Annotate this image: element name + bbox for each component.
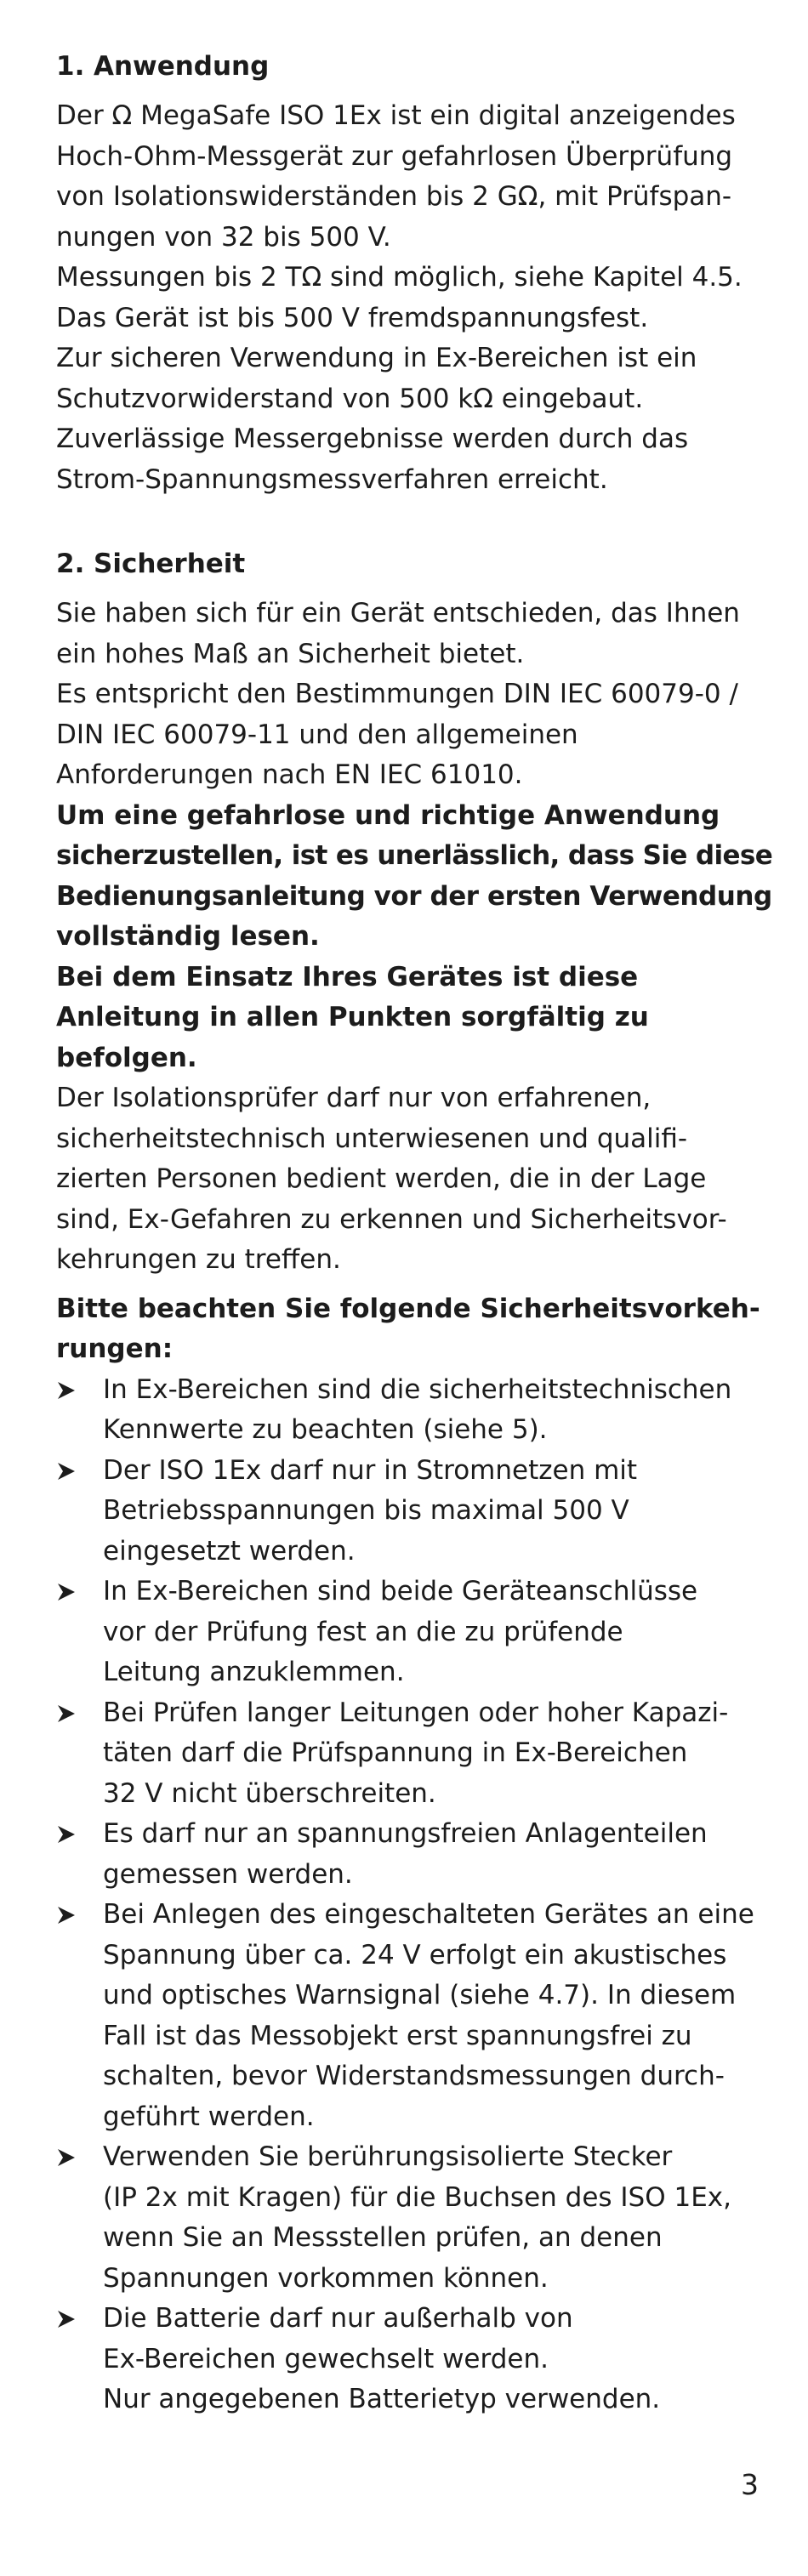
text-line: In Ex-Bereichen sind die sicherheitstechnischen xyxy=(103,1373,732,1405)
text-line: sind, Ex-Gefahren zu erkennen und Sicherheitsvor- xyxy=(56,1203,727,1235)
text-line: Leitung anzuklemmen. xyxy=(103,1657,405,1687)
text-line: und optisches Warnsignal (siehe 4.7). In diesem xyxy=(103,1980,737,2010)
text-line: Spannung über ca. 24 V erfolgt ein akustisches xyxy=(103,1939,727,1970)
text-line: ein hohes Maß an Sicherheit bietet. xyxy=(56,638,525,669)
text-line: Ex-Bereichen gewechselt werden. xyxy=(103,2343,549,2374)
text-line: von Isolationswiderständen bis 2 GΩ, mit Prüfspan- xyxy=(56,181,732,212)
text-line: Bei Prüfen langer Leitungen oder hoher Kapazi- xyxy=(103,1697,729,1728)
list-item xyxy=(56,1572,772,1693)
personnel-paragraph xyxy=(56,1078,772,1281)
text-line: Um eine gefahrlose und richtige Anwendung xyxy=(56,799,720,831)
text-line: In Ex-Bereichen sind beide Geräteanschlüsse xyxy=(103,1576,698,1606)
text-line: rungen: xyxy=(56,1333,174,1364)
arrowhead-bullet-icon xyxy=(56,2309,77,2329)
text-line: Der Ω MegaSafe ISO 1Ex ist ein digital anzeigendes xyxy=(56,100,736,131)
arrowhead-bullet-icon xyxy=(56,1380,77,1401)
list-item xyxy=(56,1895,772,2137)
arrowhead-bullet-icon xyxy=(56,1703,77,1724)
text-line: vollständig lesen. xyxy=(56,921,320,952)
text-line: Kennwerte zu beachten (siehe 5). xyxy=(103,1414,548,1445)
text-line: (IP 2x mit Kragen) für die Buchsen des ISO 1Ex, xyxy=(103,2181,731,2213)
text-line: Der ISO 1Ex darf nur in Stromnetzen mit xyxy=(103,1454,638,1486)
document-page xyxy=(56,51,772,2420)
list-item xyxy=(56,1693,772,1815)
intro-paragraph xyxy=(56,594,772,796)
text-line: vor der Prüfung fest an die zu prüfende xyxy=(103,1616,623,1647)
text-line: Hoch-Ohm-Messgerät zur gefahrlosen Überprüfung xyxy=(56,140,733,172)
text-line: geführt werden. xyxy=(103,2101,315,2132)
text-line: Es darf nur an spannungsfreien Anlagenteilen xyxy=(103,1818,708,1849)
text-line: Bei dem Einsatz Ihres Gerätes ist diese xyxy=(56,961,639,992)
text-line: Zur sicheren Verwendung in Ex-Bereichen ist ein xyxy=(56,343,697,373)
text-line: gemessen werden. xyxy=(103,1858,353,1890)
text-line: sicherzustellen, ist es unerlässlich, dass Sie diese xyxy=(56,840,773,871)
section-number: 1. xyxy=(56,51,85,82)
text-line: Strom-Spannungsmessverfahren erreicht. xyxy=(56,463,608,495)
section-heading-sicherheit xyxy=(56,549,772,579)
text-line: zierten Personen bedient werden, die in der Lage xyxy=(56,1163,707,1194)
text-line: Bitte beachten Sie folgende Sicherheitsvorkeh- xyxy=(56,1293,760,1324)
text-line: Anleitung in allen Punkten sorgfältig zu xyxy=(56,1002,649,1032)
text-line: Fall ist das Messobjekt erst spannungsfrei zu xyxy=(103,2020,692,2051)
warning-paragraph xyxy=(56,796,772,1079)
arrowhead-bullet-icon xyxy=(56,1461,77,1481)
text-line: Die Batterie darf nur außerhalb von xyxy=(103,2303,573,2334)
text-line: Anforderungen nach EN IEC 61010. xyxy=(56,759,523,790)
arrowhead-bullet-icon xyxy=(56,1824,77,1845)
text-line: nungen von 32 bis 500 V. xyxy=(56,221,391,253)
text-line: Bei Anlegen des eingeschalteten Gerätes an eine xyxy=(103,1899,754,1930)
text-line: kehrungen zu treffen. xyxy=(56,1244,341,1275)
text-line: Verwenden Sie berührungsisolierte Stecker xyxy=(103,2141,673,2172)
text-line: Spannungen vorkommen können. xyxy=(103,2262,549,2294)
text-line: Messungen bis 2 TΩ sind möglich, siehe Kapitel 4.5. xyxy=(56,262,743,293)
text-line: Betriebsspannungen bis maximal 500 V xyxy=(103,1495,629,1526)
precautions-heading xyxy=(56,1289,772,1370)
text-line: sicherheitstechnisch unterwiesenen und qualifi- xyxy=(56,1123,688,1154)
section-heading-anwendung xyxy=(56,51,772,82)
text-line: Der Isolationsprüfer darf nur von erfahrenen, xyxy=(56,1083,652,1113)
text-line: Es entspricht den Bestimmungen DIN IEC 60079-0 / xyxy=(56,679,738,709)
arrowhead-bullet-icon xyxy=(56,1905,77,1925)
section-body-anwendung xyxy=(56,96,772,500)
text-line: Bedienungsanleitung vor der ersten Verwendung xyxy=(56,880,772,912)
section-body-sicherheit xyxy=(56,594,772,2420)
text-line: wenn Sie an Messstellen prüfen, an denen xyxy=(103,2222,663,2253)
text-line: Das Gerät ist bis 500 V fremdspannungsfest. xyxy=(56,302,649,333)
list-item xyxy=(56,2299,772,2420)
text-line: eingesetzt werden. xyxy=(103,1535,356,1567)
text-line: 32 V nicht überschreiten. xyxy=(103,1777,436,1809)
list-item xyxy=(56,1451,772,1572)
text-line: Sie haben sich für ein Gerät entschieden, das Ihnen xyxy=(56,598,740,628)
list-item xyxy=(56,2137,772,2299)
list-item xyxy=(56,1814,772,1895)
text-line: täten darf die Prüfspannung in Ex-Bereichen xyxy=(103,1737,688,1768)
list-item xyxy=(56,1370,772,1451)
precautions-list xyxy=(56,1370,772,2420)
section-number: 2. xyxy=(56,549,85,579)
section-title: Anwendung xyxy=(94,51,270,82)
arrowhead-bullet-icon xyxy=(56,2147,77,2168)
text-line: Zuverlässige Messergebnisse werden durch das xyxy=(56,424,689,454)
text-line: befolgen. xyxy=(56,1042,197,1073)
text-line: schalten, bevor Widerstandsmessungen durch- xyxy=(103,2061,725,2091)
text-line: DIN IEC 60079-11 und den allgemeinen xyxy=(56,719,578,750)
page-number: 3 xyxy=(741,2468,759,2501)
text-line: Nur angegebenen Batterietyp verwenden. xyxy=(103,2384,661,2414)
arrowhead-bullet-icon xyxy=(56,1582,77,1602)
text-line: Schutzvorwiderstand von 500 kΩ eingebaut. xyxy=(56,383,644,414)
section-title: Sicherheit xyxy=(94,549,246,579)
